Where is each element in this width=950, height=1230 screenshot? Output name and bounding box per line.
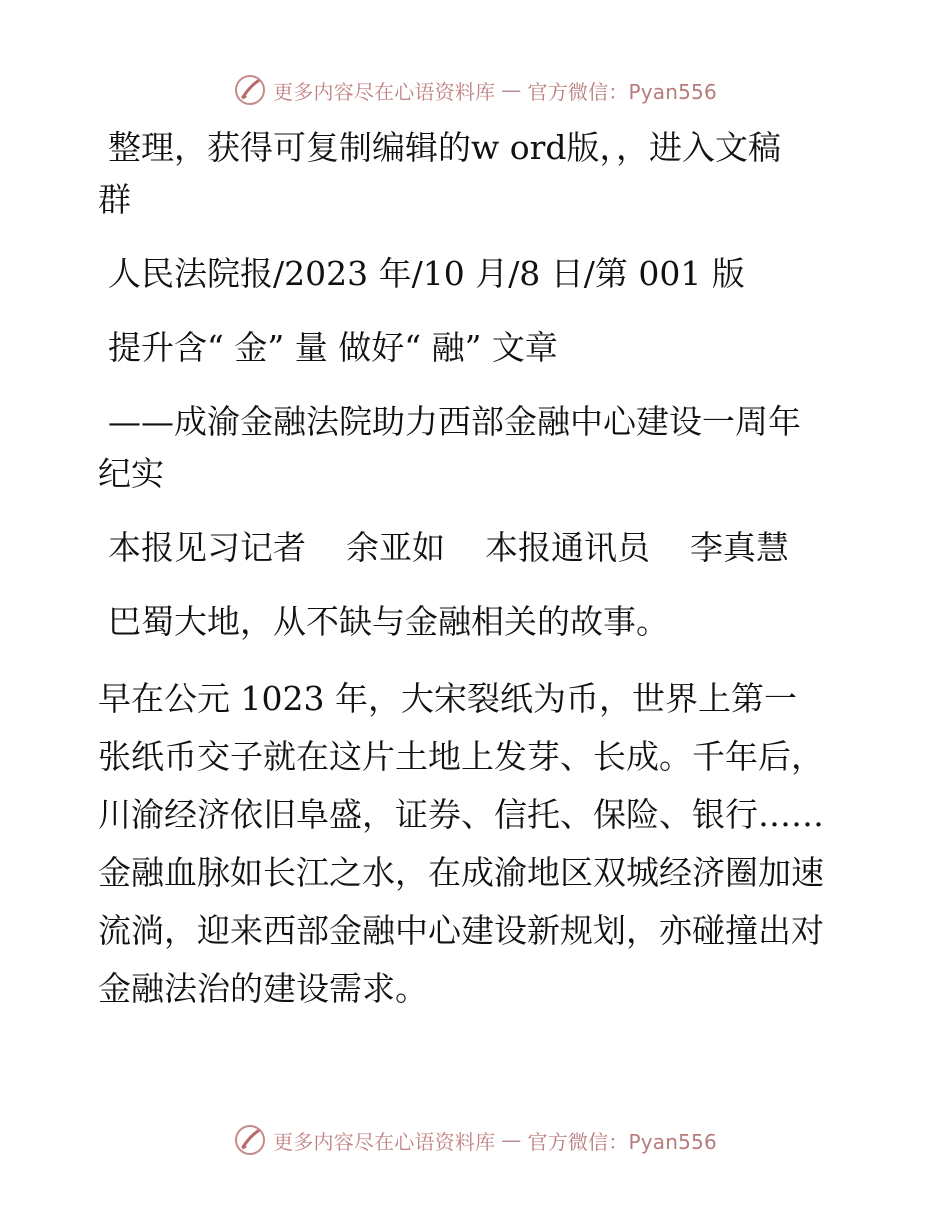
source-line: 人民法院报/2023 年/10 月/8 日/第 001 版 [108,254,745,293]
headline-block [98,322,858,374]
intro-line-1: 整理，获得可复制编辑的w ord版，，进入文稿 [108,128,782,167]
paragraph-1: 巴蜀大地，从不缺与金融相关的故事。 [108,602,669,641]
paragraph-2-line-3: 川渝经济依旧阜盛，证券、信托、保险、银行…… [98,795,824,834]
paragraph-2-block [98,670,858,1018]
paragraph-2-line-4: 金融血脉如长江之水，在成渝地区双城经济圈加速 [98,853,824,892]
subtitle-line-2: 纪实 [98,454,164,493]
watermark-contact: 官方微信：Pyan556 [527,1129,717,1154]
paragraph-2-line-5: 流淌，迎来西部金融中心建设新规划，亦碰撞出对 [98,911,824,950]
paragraph-1-block [98,596,858,648]
watermark-separator: — [501,78,522,102]
watermark-contact: 官方微信：Pyan556 [527,79,717,104]
paragraph-2-line-6: 金融法治的建设需求。 [98,969,428,1008]
footer-watermark [0,1120,950,1160]
byline-role-2: 本报通讯员 [485,528,650,567]
watermark-separator: — [501,1128,522,1152]
intro-block [98,122,858,226]
paragraph-2-line-2: 张纸币交子就在这片土地上发芽、长成。千年后， [98,737,824,776]
header-watermark [0,70,950,110]
byline-role-1: 本报见习记者 [108,528,306,567]
headline: 提升含“ 金” 量 做好“ 融” 文章 [108,328,558,367]
document-body [98,122,858,1040]
watermark-brand: 更多内容尽在心语资料库 [273,1129,496,1154]
intro-line-2: 群 [98,180,131,219]
byline-name-2: 李真慧 [690,528,789,567]
byline [98,522,858,574]
source-block [98,248,858,300]
subtitle-block [98,396,858,500]
watermark-brand: 更多内容尽在心语资料库 [273,79,496,104]
subtitle-line-1: ——成渝金融法院助力西部金融中心建设一周年 [108,402,801,441]
quill-logo-icon [233,1123,267,1157]
paragraph-2-line-1: 早在公元 1023 年，大宋裂纸为币，世界上第一 [98,679,797,718]
byline-name-1: 余亚如 [346,528,445,567]
byline-block [98,522,858,574]
quill-logo-icon [233,73,267,107]
